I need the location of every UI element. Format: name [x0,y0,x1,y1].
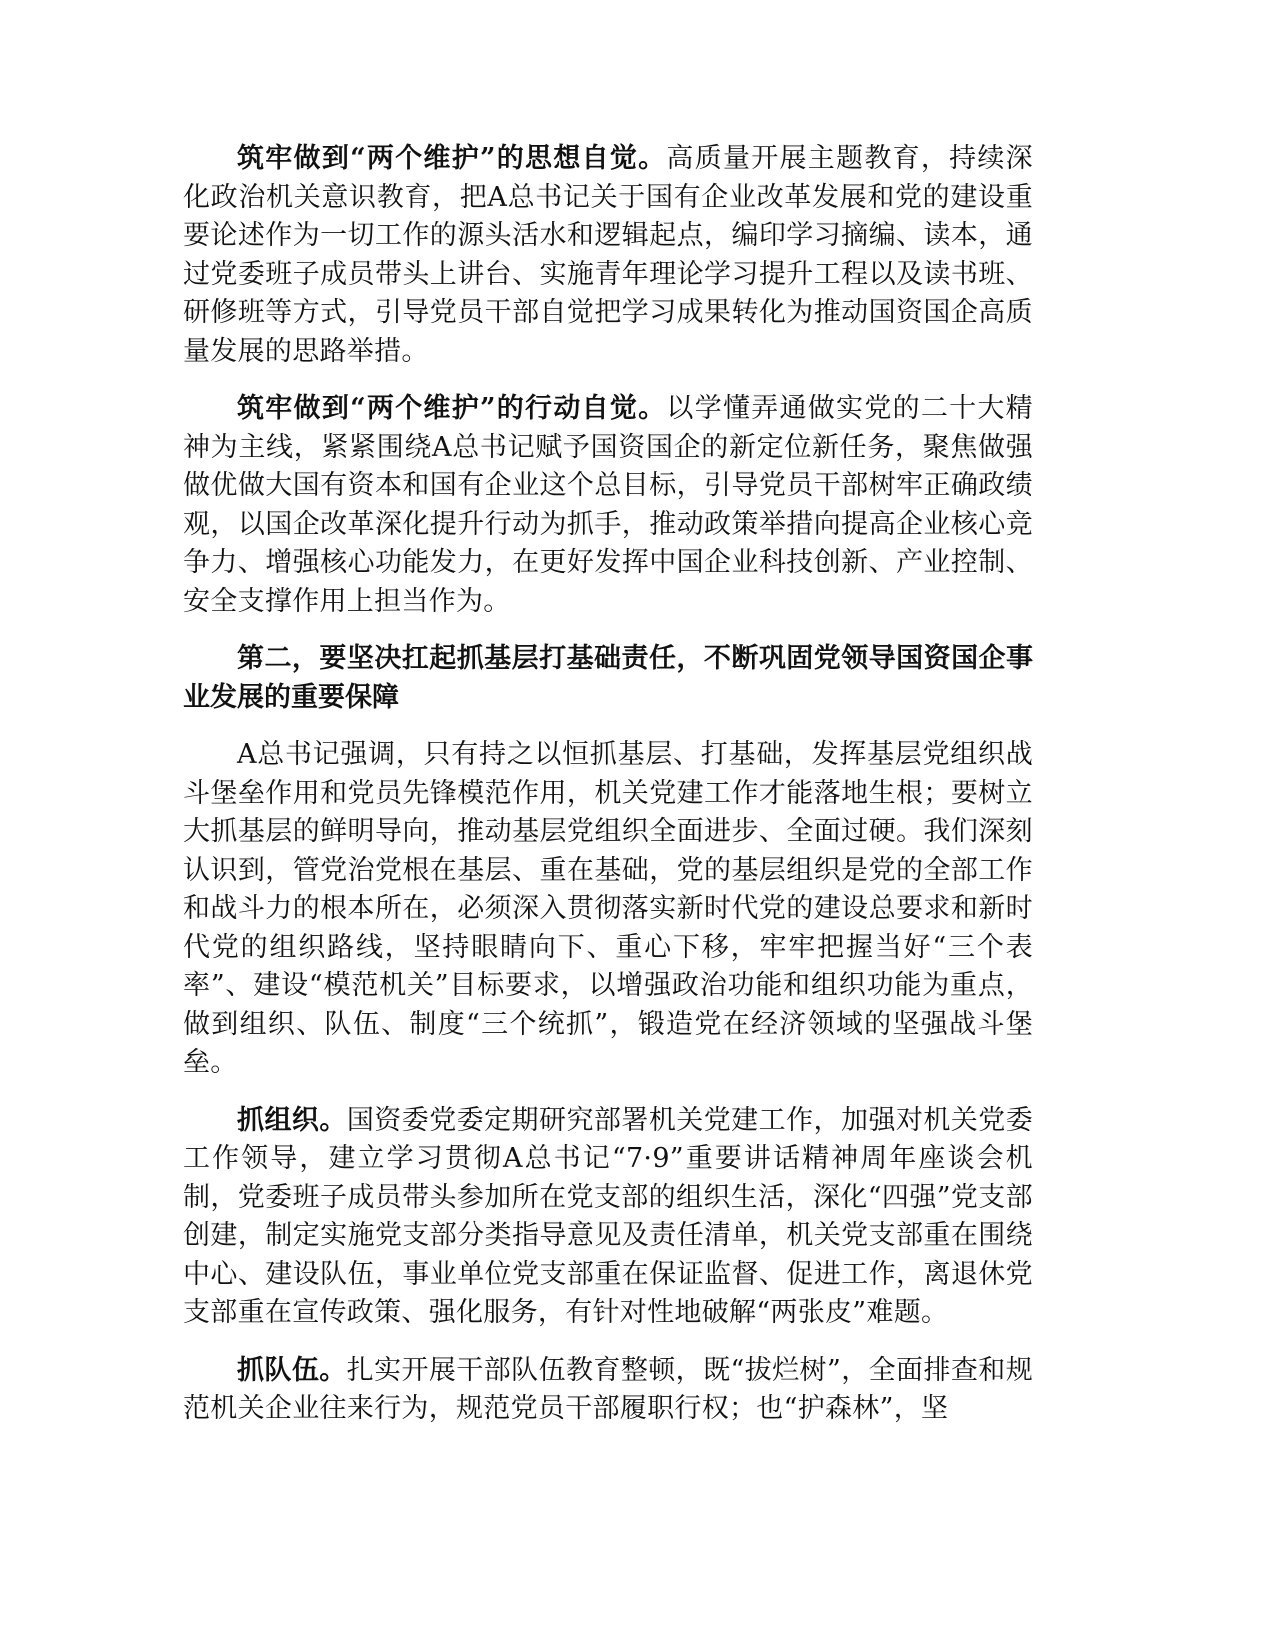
paragraph-grassroots [183,736,1033,1083]
paragraph-text: A总书记强调，只有持之以恒抓基层、打基础，发挥基层党组织战斗堡垒作用和党员先锋模范作用，机关党建工作才能落地生根；要树立大抓基层的鲜明导向，推动基层党组织全面进步、全面过硬。我们深刻认识到，管党治党根在基层、重在基础，党的基层组织是党的全部工作和战斗力的根本所在，必须深入贯彻落实新时代党的建设总要求和新时代党的组织路线，坚持眼睛向下、重心下移，牢牢把握当好“三个表率”、建设“模范机关”目标要求，以增强政治功能和组织功能为重点，做到组织、队伍、制度“三个统抓”，锻造党在经济领域的坚强战斗堡垒。 [183,739,1033,1078]
paragraph-ideological-awareness [183,140,1033,371]
section-heading: 第二，要坚决扛起抓基层打基础责任，不断巩固党领导国资国企事业发展的重要保障 [183,643,1033,713]
paragraph-lead: 抓组织。 [237,1104,347,1136]
paragraph-lead: 筑牢做到“两个维护”的思想自觉。 [237,143,667,174]
document-body [183,140,1033,1448]
paragraph-text: 以学懂弄通做实党的二十大精神为主线，紧紧围绕A总书记赋予国资国企的新定位新任务，聚焦做强做优做大国有资本和国有企业这个总目标，引导党员干部树牢正确政绩观，以国企改革深化提升行动为抓手，推动政策举措向提高企业核心竞争力、增强核心功能发力，在更好发挥中国企业科技创新、产业控制、安全支撑作用上担当作为。 [183,393,1033,617]
paragraph-text: 高质量开展主题教育，持续深化政治机关意识教育，把A总书记关于国有企业改革发展和党的建设重要论述作为一切工作的源头活水和逻辑起点，编印学习摘编、读本，通过党委班子成员带头上讲台、实施青年理论学习提升工程以及读书班、研修班等方式，引导党员干部自觉把学习成果转化为推动国资国企高质量发展的思路举措。 [183,143,1033,367]
paragraph-lead: 筑牢做到“两个维护”的行动自觉。 [237,393,667,424]
paragraph-text: 国资委党委定期研究部署机关党建工作，加强对机关党委工作领导，建立学习贯彻A总书记“7·9”重要讲话精神周年座谈会机制，党委班子成员带头参加所在党支部的组织生活，深化“四强”党支部创建，制定实施党支部分类指导意见及责任清单，机关党支部重在围绕中心、建设队伍，事业单位党支部重在保证监督、促进工作，离退休党支部重在宣传政策、强化服务，有针对性地破解“两张皮”难题。 [183,1104,1034,1328]
paragraph-lead: 抓队伍。 [237,1354,347,1386]
paragraph-text: 扎实开展干部队伍教育整顿，既“拔烂树”，全面排查和规范机关企业往来行为，规范党员干部履职行权；也“护森林”，坚 [183,1354,1033,1424]
paragraph-action-awareness [183,390,1033,621]
paragraph-team [183,1352,1033,1429]
paragraph-organization [183,1102,1033,1333]
